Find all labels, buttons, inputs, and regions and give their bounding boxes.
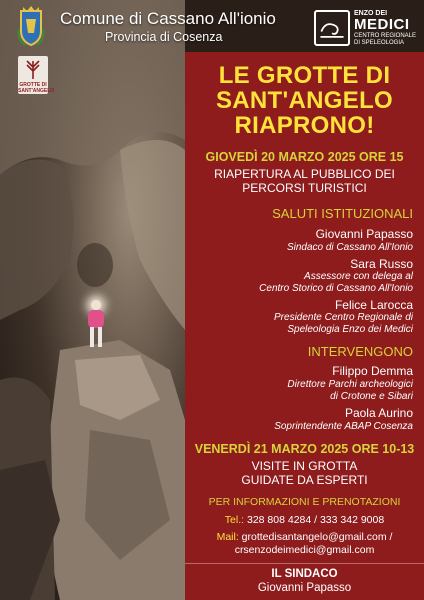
title-line-2: SANT'ANGELO [215,87,393,114]
title-line-1: LE GROTTE DI [218,62,391,89]
wing-icon [24,59,42,81]
saluti-role-2b: Centro Storico di Cassano All'Ionio [259,283,413,294]
spiral-icon [314,10,350,46]
signature-title: IL SINDACO [271,568,338,580]
visits-line-1: VISITE IN GROTTA [251,459,358,473]
saluti-role-1: Sindaco di Cassano All'Ionio [286,242,413,253]
date-friday: VENERDÌ 21 MARZO 2025 ORE 10-13 [194,442,415,456]
mail-line-1 [185,531,424,543]
caver-figure [86,300,106,350]
grotte-logo-line2: SANT'ANGELO [18,87,55,94]
visits-line-2: GUIDATE DA ESPERTI [241,473,368,487]
saluti-name-1: Giovanni Papasso [315,227,413,241]
grotte-logo-line1: GROTTE DI [19,82,47,88]
mail-address-2[interactable]: crsenzodeimedici@gmail.com [234,544,375,556]
intervengono-role-2: Soprintendente ABAP Cosenza [274,421,413,432]
comune-title: Comune di Cassano All'ionio [60,9,276,28]
saluti-role-2a: Assessore con delega al [304,271,413,282]
divider [185,563,424,564]
mail-address-1[interactable]: grottedisantangelo@gmail.com / [241,531,393,543]
intervengono-name-2: Paola Aurino [344,406,413,420]
mail-label: Mail: [216,531,239,543]
phone-label: Tel.: [224,514,245,526]
saluti-role-3a: Presidente Centro Regionale di [274,312,413,323]
provincia-label: Provincia di Cosenza [105,30,223,44]
saluti-name-3: Felice Larocca [334,298,413,312]
saluti-heading: SALUTI ISTITUZIONALI [272,206,413,221]
phone-line [185,514,424,526]
header [0,0,424,52]
title-line-3: RIAPRONO! [234,112,375,139]
opening-line-2: PERCORSI TURISTICI [242,181,367,195]
medici-line1: ENZO DEI [354,10,388,17]
opening-line-1: RIAPERTURA AL PUBBLICO DEI [214,167,395,181]
intervengono-role-1b: di Crotone e Sibari [330,391,413,402]
crest-icon [17,5,45,47]
medici-line2: MEDICI [354,16,410,33]
info-panel [185,52,424,600]
medici-line3: CENTRO REGIONALE [354,33,417,39]
medici-line4: DI SPELEOLOGIA [354,40,405,46]
phone-numbers[interactable]: 328 808 4284 / 333 342 9008 [246,514,385,526]
intervengono-role-1a: Direttore Parchi archeologici [287,379,413,390]
info-heading: PER INFORMAZIONI E PRENOTAZIONI [208,496,401,508]
date-thursday: GIOVEDÌ 20 MARZO 2025 ORE 15 [205,150,404,164]
saluti-name-2: Sara Russo [350,257,413,271]
intervengono-heading: INTERVENGONO [307,344,413,359]
grotte-logo [18,56,55,94]
signature-name: Giovanni Papasso [257,582,352,594]
medici-logo [314,10,418,50]
intervengono-name-1: Filippo Demma [332,364,413,378]
saluti-role-3b: Speleologia Enzo dei Medici [287,324,413,335]
